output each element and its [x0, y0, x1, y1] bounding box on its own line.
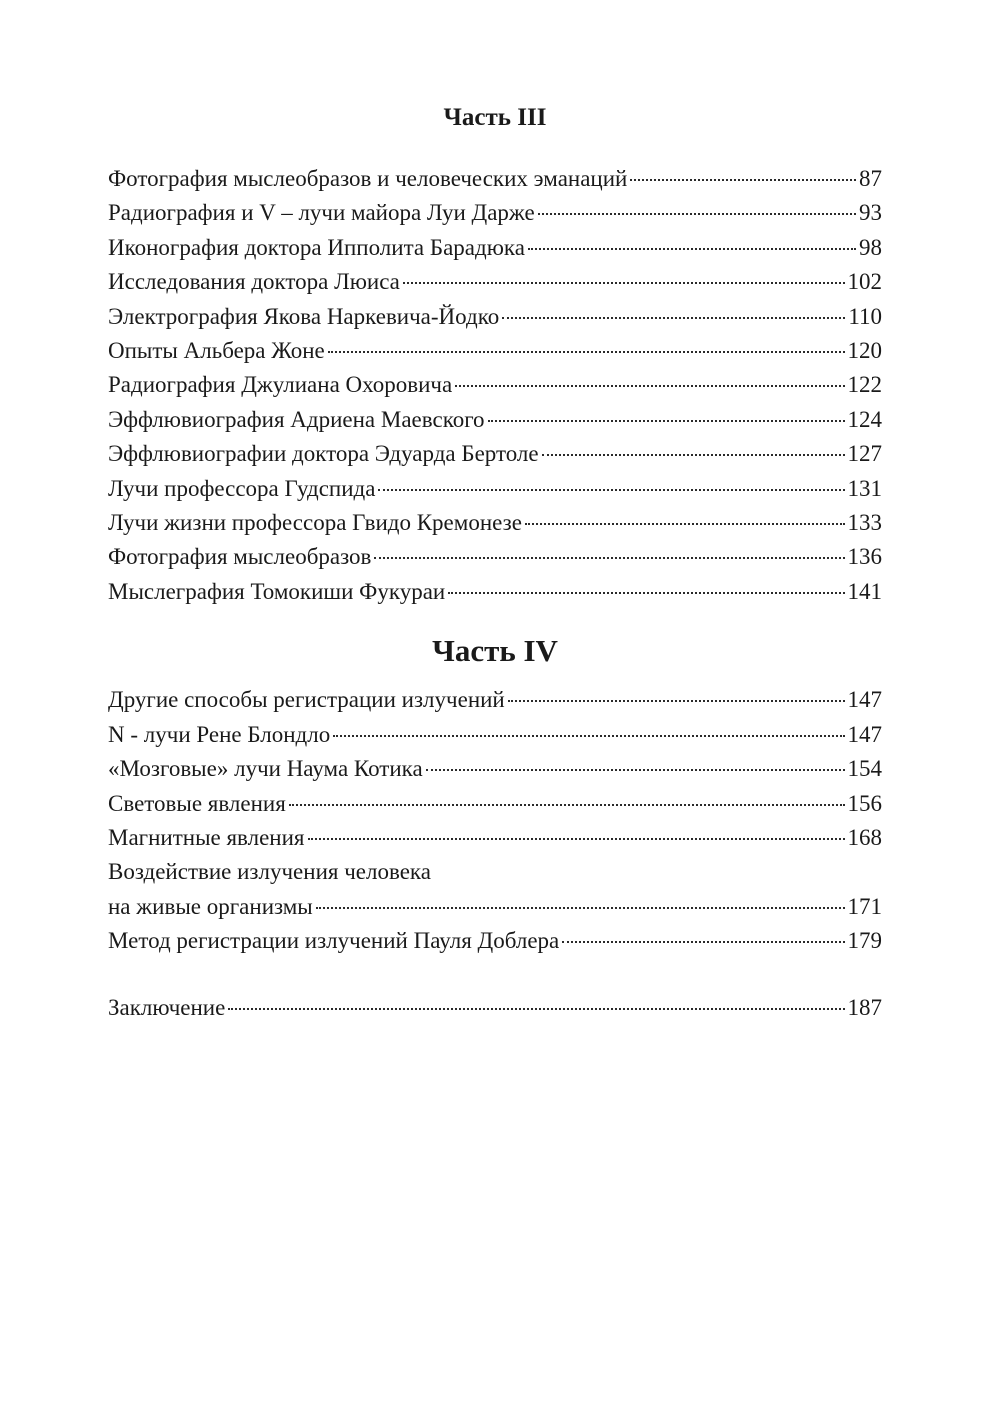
- toc-entry-title: Метод регистрации излучений Пауля Доблера: [108, 928, 560, 954]
- toc-entry-title: Магнитные явления: [108, 824, 305, 850]
- toc-entry[interactable]: [108, 752, 882, 786]
- toc-entry-page: 168: [847, 824, 882, 850]
- toc-entry[interactable]: [108, 403, 882, 437]
- part-4-toc-list: [108, 683, 882, 958]
- toc-entry-title-line-2: на живые организмы: [108, 893, 313, 919]
- toc-entry-title: Световые явления: [108, 790, 286, 816]
- toc-entry-title: Лучи профессора Гудспида: [108, 475, 376, 501]
- dot-leader: [630, 179, 856, 181]
- toc-entry-conclusion[interactable]: [108, 991, 882, 1025]
- toc-entry-page: 93: [859, 200, 882, 226]
- toc-entry-title: «Мозговые» лучи Наума Котика: [108, 756, 423, 782]
- toc-entry-page: 136: [847, 544, 882, 570]
- toc-entry[interactable]: [108, 472, 882, 506]
- dot-leader: [426, 769, 845, 771]
- toc-entry-title: Другие способы регистрации излучений: [108, 687, 505, 713]
- toc-entry-page: 154: [847, 756, 882, 782]
- toc-entry-page: 124: [847, 406, 882, 432]
- toc-entry-page: 133: [847, 510, 882, 536]
- toc-entry[interactable]: [108, 437, 882, 471]
- toc-entry-title: N - лучи Рене Блондло: [108, 721, 331, 747]
- toc-entry[interactable]: [108, 265, 882, 299]
- dot-leader: [333, 735, 844, 737]
- dot-leader: [316, 907, 845, 909]
- conclusion-toc-list: [108, 991, 882, 1025]
- toc-entry[interactable]: [108, 540, 882, 574]
- dot-leader: [448, 592, 844, 594]
- toc-entry[interactable]: [108, 334, 882, 368]
- toc-entry-page: 131: [847, 475, 882, 501]
- toc-entry-page: 98: [859, 234, 882, 260]
- toc-entry[interactable]: [108, 300, 882, 334]
- toc-entry-title: Эффлювиография Адриена Маевского: [108, 406, 485, 432]
- dot-leader: [562, 941, 844, 943]
- dot-leader: [525, 523, 845, 525]
- part-4-heading: Часть IV: [432, 633, 558, 669]
- toc-entry-page: 147: [847, 687, 882, 713]
- toc-entry[interactable]: [108, 506, 882, 540]
- part-3-toc-list: [108, 162, 882, 609]
- toc-entry-title: Иконография доктора Ипполита Барадюка: [108, 234, 525, 260]
- dot-leader: [502, 317, 845, 319]
- toc-entry[interactable]: [108, 787, 882, 821]
- dot-leader: [403, 282, 845, 284]
- toc-entry-page: 102: [847, 269, 882, 295]
- toc-entry-title: Лучи жизни профессора Гвидо Кремонезе: [108, 510, 522, 536]
- dot-leader: [528, 248, 856, 250]
- spacer: [108, 959, 882, 991]
- dot-leader: [542, 454, 845, 456]
- dot-leader: [328, 351, 845, 353]
- toc-entry-page: 179: [847, 928, 882, 954]
- toc-entry-page: 122: [847, 372, 882, 398]
- toc-entry[interactable]: [108, 162, 882, 196]
- toc-entry[interactable]: [108, 575, 882, 609]
- toc-entry-title: Радиография Джулиана Охоровича: [108, 372, 453, 398]
- toc-entry[interactable]: [108, 231, 882, 265]
- toc-entry-title: Электрография Якова Наркевича-Йодко: [108, 303, 500, 329]
- toc-entry-page: 110: [848, 303, 882, 329]
- toc-entry-page: 141: [847, 578, 882, 604]
- toc-entry-title: Исследования доктора Люиса: [108, 269, 400, 295]
- toc-entry-page: 120: [847, 338, 882, 364]
- dot-leader: [378, 489, 844, 491]
- toc-entry-title: Фотография мыслеобразов и человеческих эманаций: [108, 166, 628, 191]
- dot-leader: [488, 420, 845, 422]
- dot-leader: [455, 385, 844, 387]
- toc-entry[interactable]: [108, 683, 882, 717]
- dot-leader: [228, 1008, 844, 1010]
- toc-entry-title: Фотография мыслеобразов: [108, 544, 372, 570]
- part-3-heading: Часть III: [443, 104, 547, 131]
- toc-entry[interactable]: [108, 855, 882, 924]
- dot-leader: [308, 838, 845, 840]
- dot-leader: [508, 700, 845, 702]
- toc-entry-title: Мыслеграфия Томокиши Фукураи: [108, 578, 446, 604]
- toc-entry[interactable]: [108, 196, 882, 230]
- toc-entry-page: 127: [847, 441, 882, 467]
- toc-entry-title-line-1: Воздействие излучения человека: [108, 859, 431, 885]
- toc-entry-page: 147: [847, 721, 882, 747]
- toc-entry-page: 171: [847, 893, 882, 919]
- toc-entry-page: 156: [847, 790, 882, 816]
- toc-entry[interactable]: [108, 924, 882, 958]
- toc-entry[interactable]: [108, 718, 882, 752]
- dot-leader: [538, 213, 856, 215]
- toc-entry-title: Эффлювиографии доктора Эдуарда Бертоле: [108, 441, 539, 467]
- toc-entry-page: 87: [859, 166, 882, 191]
- toc-entry[interactable]: [108, 821, 882, 855]
- toc-entry-title: Опыты Альбера Жоне: [108, 338, 325, 364]
- toc-entry-title: Радиография и V – лучи майора Луи Дарже: [108, 200, 535, 226]
- toc-entry-page: 187: [847, 994, 882, 1020]
- toc-entry-title: Заключение: [108, 994, 226, 1020]
- toc-entry[interactable]: [108, 368, 882, 402]
- dot-leader: [289, 804, 845, 806]
- dot-leader: [374, 557, 844, 559]
